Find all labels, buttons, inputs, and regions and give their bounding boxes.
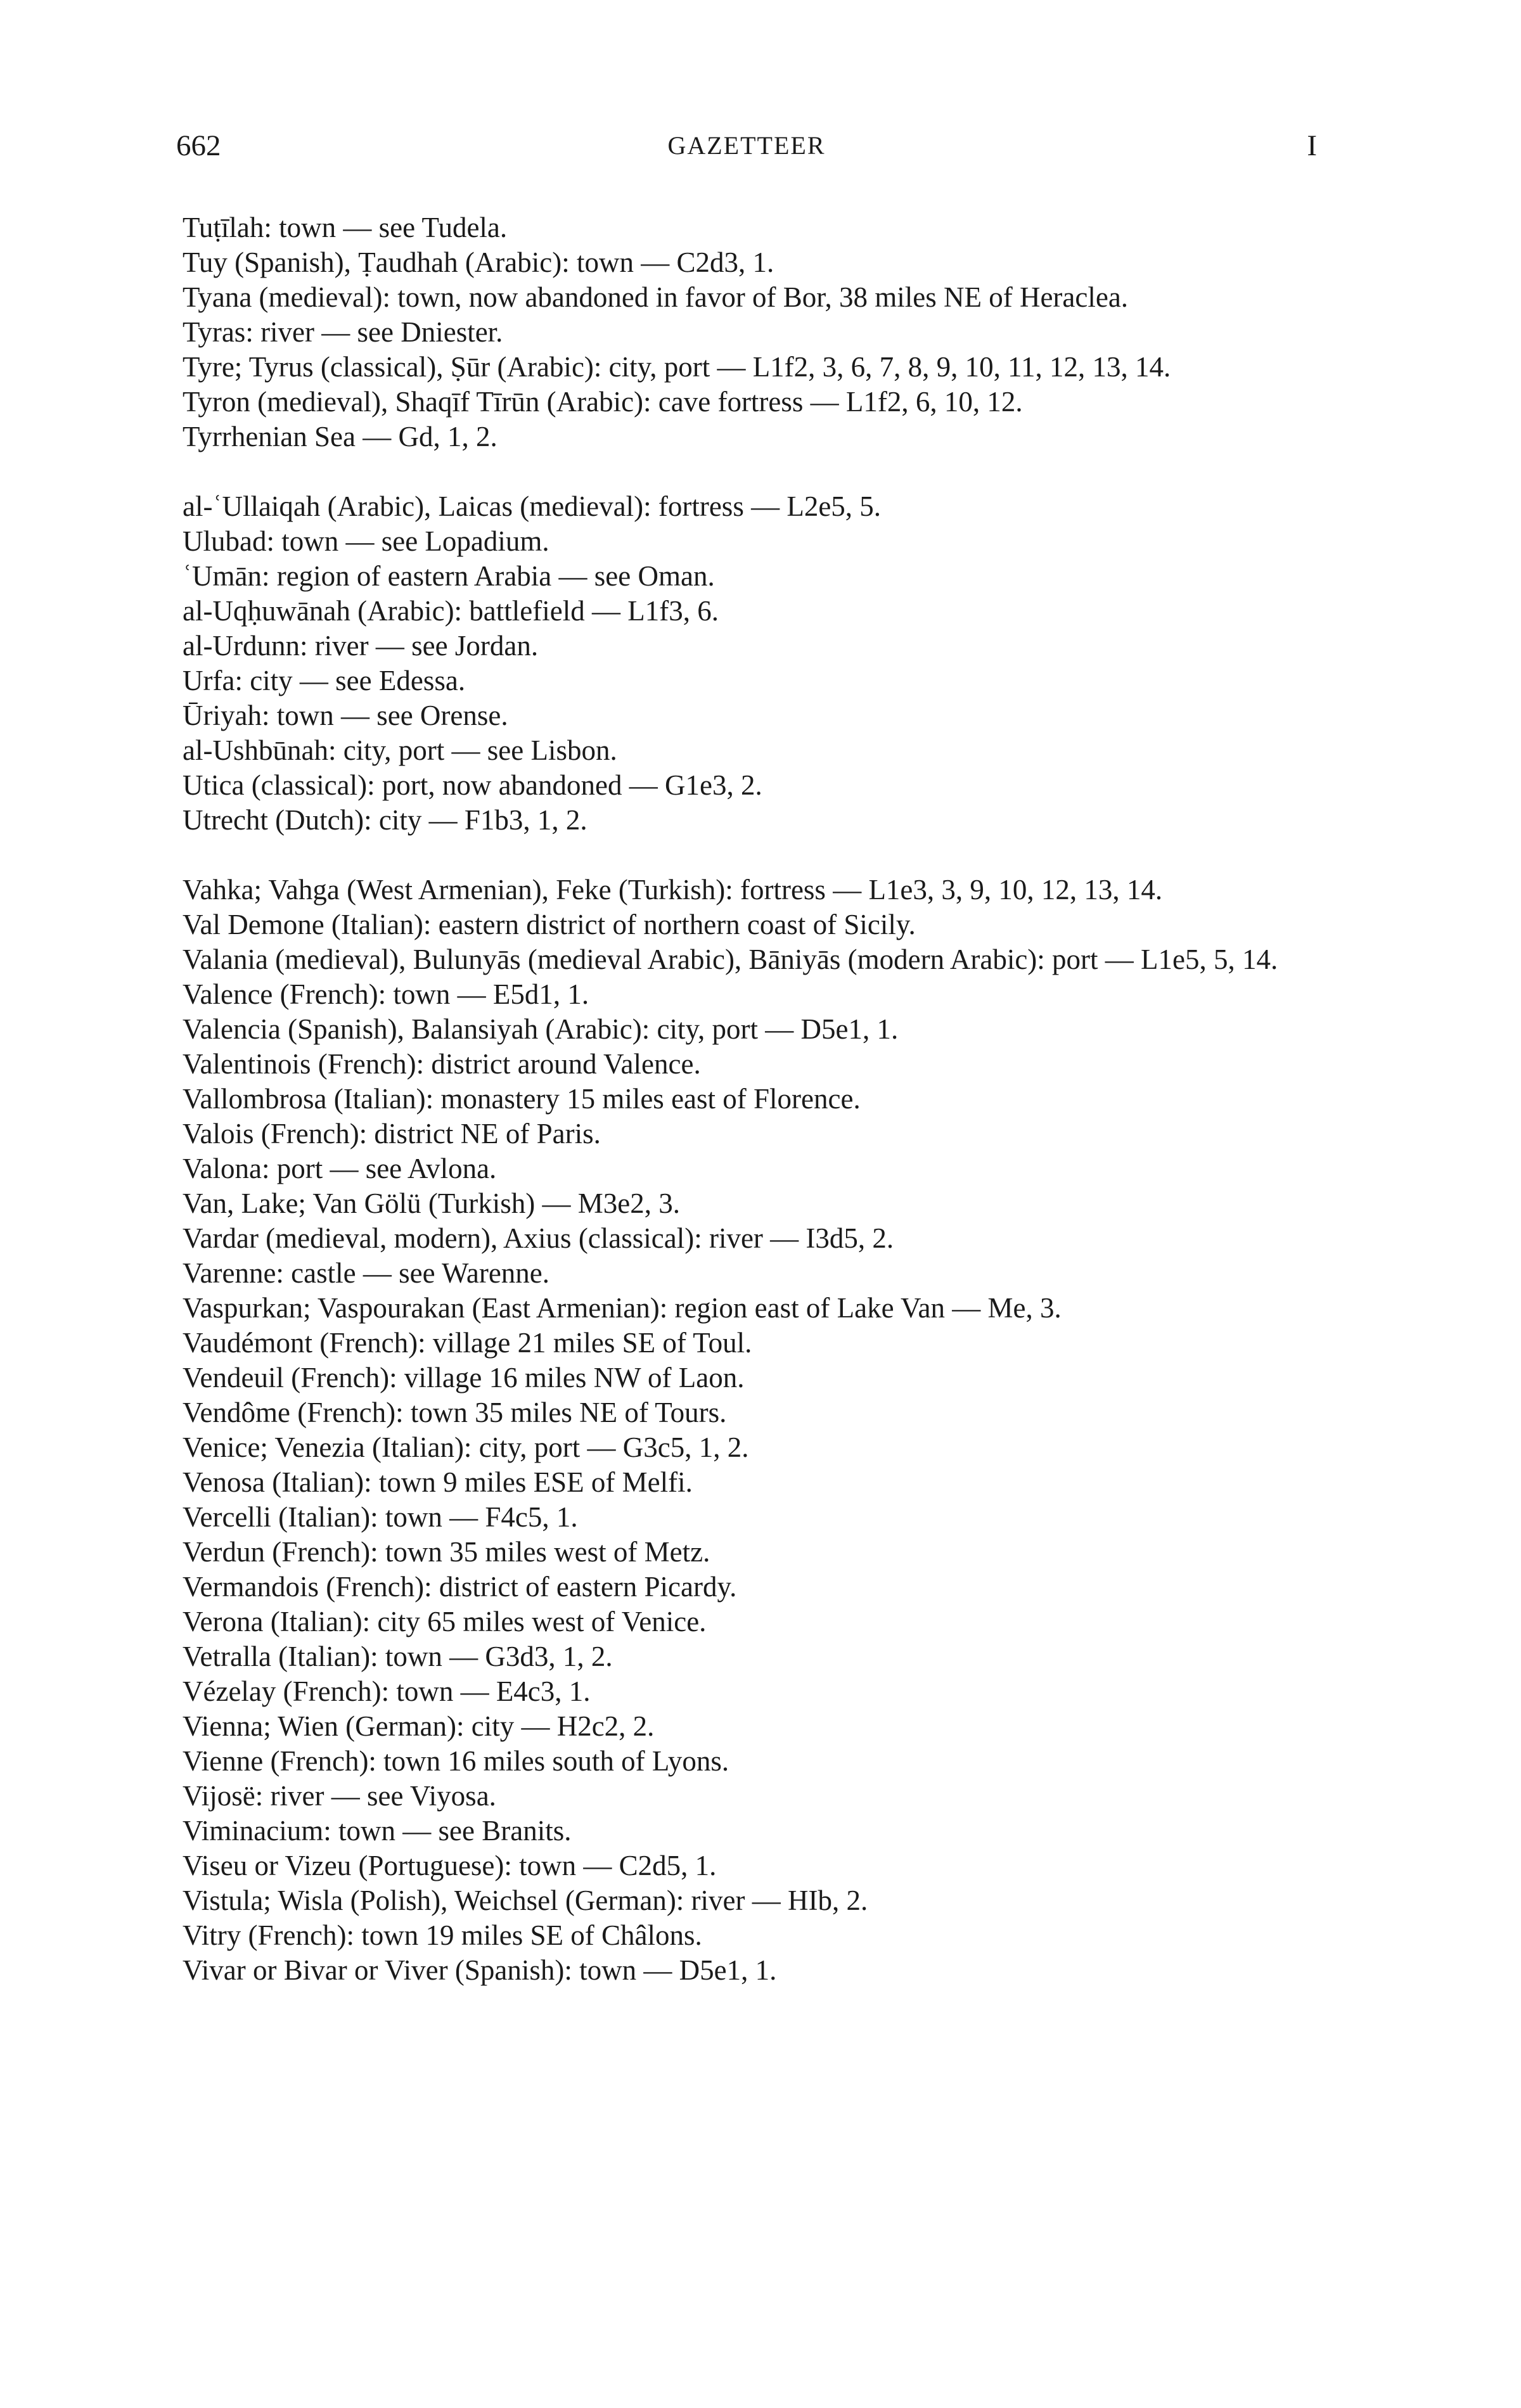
gazetteer-entry: Tyron (medieval), Shaqīf Tīrūn (Arabic): cave fortress — L1f2, 6, 10, 12. — [183, 386, 1023, 418]
gazetteer-entry: Valois (French): district NE of Paris. — [183, 1118, 601, 1150]
gazetteer-entry: al-Ushbūnah: city, port — see Lisbon. — [183, 734, 617, 766]
gazetteer-entry: Ulubad: town — see Lopadium. — [183, 525, 549, 557]
gazetteer-entry: Vahka; Vahga (West Armenian), Feke (Turkish): fortress — L1e3, 3, 9, 10, 12, 13, 14. — [183, 874, 1163, 906]
entry-group — [183, 873, 1317, 1988]
section-letter: I — [1307, 129, 1317, 162]
gazetteer-entry: al-ʿUllaiqah (Arabic), Laicas (medieval): fortress — L2e5, 5. — [183, 490, 882, 522]
gazetteer-entry: Utica (classical): port, now abandoned — G1e3, 2. — [183, 769, 762, 801]
running-title: GAZETTEER — [667, 131, 826, 160]
gazetteer-entry: Venosa (Italian): town 9 miles ESE of Melfi. — [183, 1466, 693, 1498]
gazetteer-entry: Vermandois (French): district of eastern Picardy. — [183, 1571, 737, 1603]
gazetteer-entry: Tyre; Tyrus (classical), Ṣūr (Arabic): city, port — L1f2, 3, 6, 7, 8, 9, 10, 11, 12, 13, 14. — [183, 351, 1171, 383]
gazetteer-entry: Urfa: city — see Edessa. — [183, 665, 466, 696]
gazetteer-entry: ʿUmān: region of eastern Arabia — see Oman. — [183, 560, 715, 592]
gazetteer-entry: Vallombrosa (Italian): monastery 15 miles east of Florence. — [183, 1083, 861, 1115]
entry-group — [183, 210, 1317, 454]
gazetteer-entry: Tyras: river — see Dniester. — [183, 316, 503, 348]
gazetteer-entry: Vézelay (French): town — E4c3, 1. — [183, 1675, 591, 1707]
gazetteer-entry: Vivar or Bivar or Viver (Spanish): town — D5e1, 1. — [183, 1954, 777, 1986]
gazetteer-entry: Utrecht (Dutch): city — F1b3, 1, 2. — [183, 804, 587, 836]
gazetteer-entry: Vaspurkan; Vaspourakan (East Armenian): region east of Lake Van — Me, 3. — [183, 1292, 1062, 1324]
gazetteer-entry: Vienna; Wien (German): city — H2c2, 2. — [183, 1710, 655, 1742]
gazetteer-entry: al-Urdunn: river — see Jordan. — [183, 630, 539, 662]
gazetteer-entry: Tyrrhenian Sea — Gd, 1, 2. — [183, 421, 497, 452]
gazetteer-entry: Vijosë: river — see Viyosa. — [183, 1780, 496, 1812]
gazetteer-entry: Valona: port — see Avlona. — [183, 1153, 497, 1184]
gazetteer-entry: Varenne: castle — see Warenne. — [183, 1257, 550, 1289]
gazetteer-entry: Viseu or Vizeu (Portuguese): town — C2d5, 1. — [183, 1850, 717, 1881]
gazetteer-entry: Van, Lake; Van Gölü (Turkish) — M3e2, 3. — [183, 1188, 680, 1219]
running-head — [176, 127, 1317, 165]
gazetteer-entry: Vercelli (Italian): town — F4c5, 1. — [183, 1501, 578, 1533]
gazetteer-entry: Viminacium: town — see Branits. — [183, 1815, 572, 1847]
gazetteer-entry: Verona (Italian): city 65 miles west of Venice. — [183, 1606, 707, 1637]
gazetteer-entry: Valencia (Spanish), Balansiyah (Arabic): city, port — D5e1, 1. — [183, 1013, 899, 1045]
gazetteer-entry: al-Uqḥuwānah (Arabic): battlefield — L1f3, 6. — [183, 595, 719, 627]
gazetteer-entry: Vitry (French): town 19 miles SE of Châlons. — [183, 1919, 702, 1951]
gazetteer-entry: Tyana (medieval): town, now abandoned in favor of Bor, 38 miles NE of Heraclea. — [183, 281, 1129, 313]
gazetteer-entry: Val Demone (Italian): eastern district of northern coast of Sicily. — [183, 909, 916, 940]
entry-group — [183, 489, 1317, 838]
page-number: 662 — [176, 129, 221, 162]
gazetteer-entries — [183, 210, 1317, 1988]
gazetteer-entry: Vendeuil (French): village 16 miles NW of Laon. — [183, 1362, 745, 1393]
gazetteer-entry: Vienne (French): town 16 miles south of Lyons. — [183, 1745, 729, 1777]
gazetteer-entry: Vistula; Wisla (Polish), Weichsel (German): river — HIb, 2. — [183, 1885, 868, 1916]
gazetteer-entry: Venice; Venezia (Italian): city, port — G3c5, 1, 2. — [183, 1431, 749, 1463]
gazetteer-entry: Valentinois (French): district around Valence. — [183, 1048, 701, 1080]
gazetteer-entry: Vendôme (French): town 35 miles NE of Tours. — [183, 1397, 727, 1428]
gazetteer-entry: Verdun (French): town 35 miles west of Metz. — [183, 1536, 710, 1568]
gazetteer-entry: Valania (medieval), Bulunyās (medieval Arabic), Bāniyās (modern Arabic): port — L1e5, 5, 14. — [183, 944, 1278, 975]
gazetteer-entry: Vetralla (Italian): town — G3d3, 1, 2. — [183, 1641, 613, 1672]
gazetteer-entry: Valence (French): town — E5d1, 1. — [183, 978, 589, 1010]
gazetteer-entry: Vardar (medieval, modern), Axius (classical): river — I3d5, 2. — [183, 1222, 894, 1254]
gazetteer-entry: Tuṭīlah: town — see Tudela. — [183, 212, 508, 243]
gazetteer-entry: Tuy (Spanish), Ṭaudhah (Arabic): town — C2d3, 1. — [183, 247, 774, 278]
gazetteer-entry: Vaudémont (French): village 21 miles SE of Toul. — [183, 1327, 752, 1359]
gazetteer-entry: Ūriyah: town — see Orense. — [183, 700, 508, 731]
